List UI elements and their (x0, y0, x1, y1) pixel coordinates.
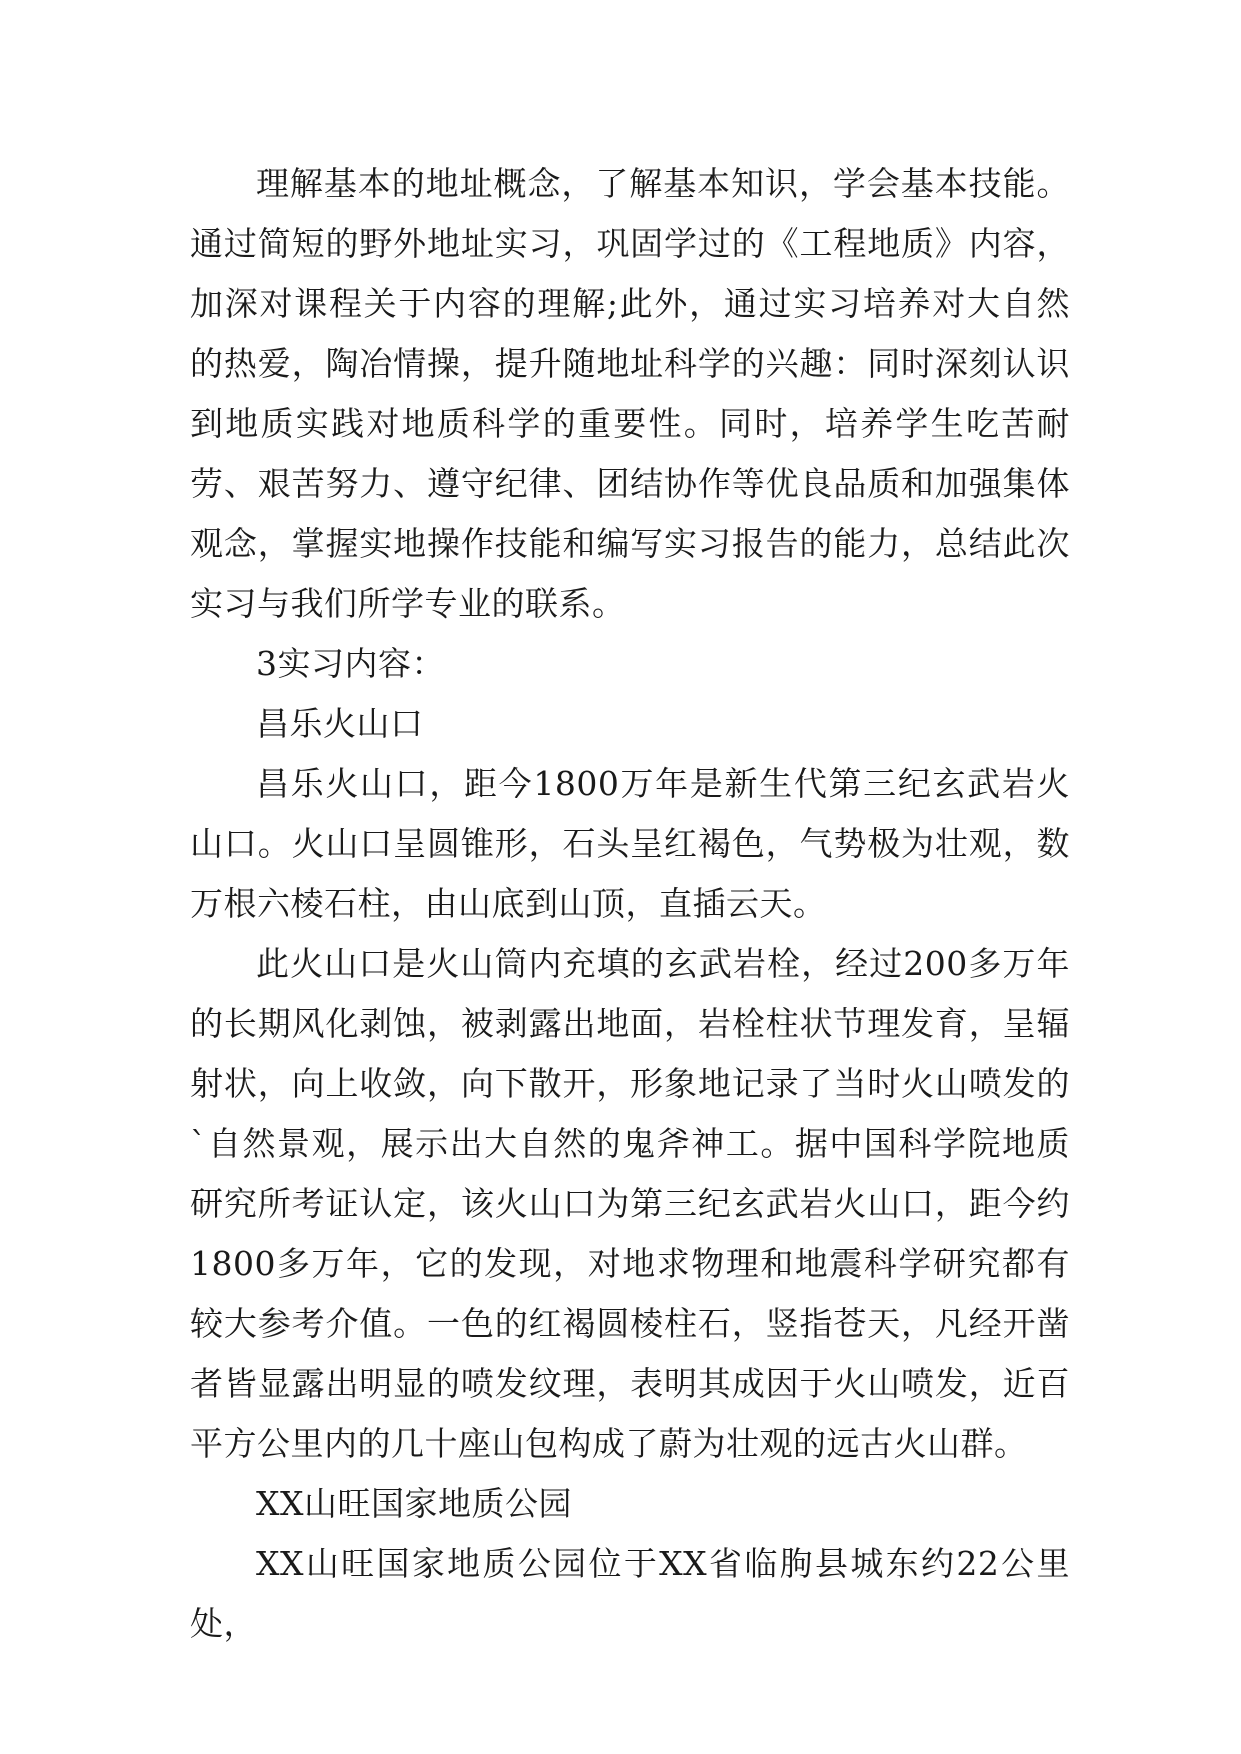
paragraph-park-intro: XX山旺国家地质公园位于XX省临朐县城东约22公里处， (190, 1544, 1070, 1643)
subsection-title-changle: 昌乐火山口 (256, 704, 424, 743)
document-body (190, 154, 1070, 1654)
paragraph-changle-detail: 此火山口是火山筒内充填的玄武岩栓，经过200多万年的长期风化剥蚀，被剥露出地面，岩栓柱状节理发育，呈辐射状，向上收敛，向下散开，形象地记录了当时火山喷发的`自然景观，展示出大自然的鬼斧神工。据中国科学院地质研究所考证认定，该火山口为第三纪玄武岩火山口，距今约1800多万年，它的发现，对地求物理和地震科学研究都有较大参考介值。一色的红褐圆棱柱石，竖指苍天，凡经开凿者皆显露出明显的喷发纹理，表明其成因于火山喷发，近百平方公里内的几十座山包构成了蔚为壮观的远古火山群。 (190, 944, 1070, 1463)
paragraph-changle-intro: 昌乐火山口，距今1800万年是新生代第三纪玄武岩火山口。火山口呈圆锥形，石头呈红褐色，气势极为壮观，数万根六棱石柱，由山底到山顶，直插云天。 (190, 764, 1070, 923)
paragraph-objective: 理解基本的地址概念，了解基本知识，学会基本技能。通过简短的野外地址实习，巩固学过的《工程地质》内容，加深对课程关于内容的理解;此外，通过实习培养对大自然的热爱，陶冶情操，提升随地址科学的兴趣：同时深刻认识到地质实践对地质科学的重要性。同时，培养学生吃苦耐劳、艰苦努力、遵守纪律、团结协作等优良品质和加强集体观念，掌握实地操作技能和编写实习报告的能力，总结此次实习与我们所学专业的联系。 (190, 164, 1070, 623)
subsection-title-park: XX山旺国家地质公园 (256, 1484, 572, 1523)
section-heading: 3实习内容： (256, 644, 445, 683)
